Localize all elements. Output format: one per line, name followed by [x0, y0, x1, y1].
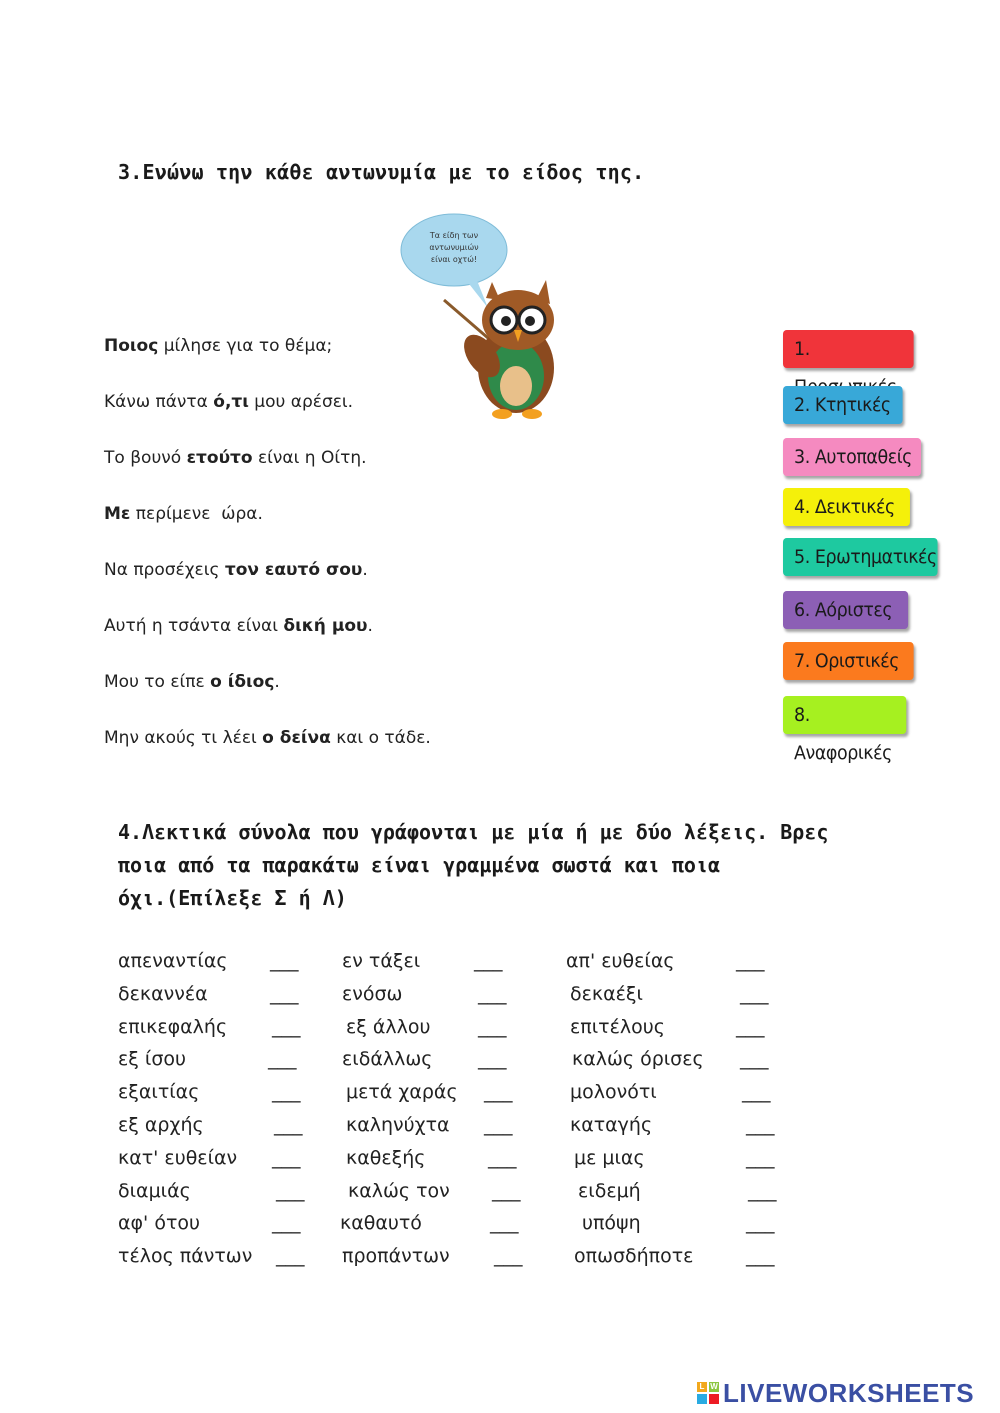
pronoun-bold: δική μου [283, 616, 368, 636]
speech-bubble-line-2: αντωνυμιών [429, 243, 479, 252]
word-item: ειδεμή [578, 1180, 641, 1202]
answer-blank[interactable]: ___ [736, 1016, 765, 1038]
word-item: επικεφαλής [118, 1016, 228, 1038]
answer-blank[interactable]: ___ [746, 1114, 775, 1136]
answer-blank[interactable]: ___ [488, 1147, 517, 1169]
word-item: απ' ευθείας [566, 950, 675, 972]
answer-blank[interactable]: ___ [490, 1212, 519, 1234]
word-item: κατ' ευθείαν [118, 1147, 238, 1169]
word-item: διαμιάς [118, 1180, 191, 1202]
answer-blank[interactable]: ___ [272, 1212, 301, 1234]
question-4-title-line-3: όχι.(Επίλεξε Σ ή Λ) [118, 886, 347, 910]
word-item: δεκαννέα [118, 983, 208, 1005]
answer-blank[interactable]: ___ [748, 1180, 777, 1202]
question-4-title-line-2: ποια από τα παρακάτω είναι γραμμένα σωστά και ποια [118, 853, 721, 877]
answer-blank[interactable]: ___ [736, 950, 765, 972]
speech-bubble-line-1: Τα είδη των [429, 231, 479, 240]
word-item: με μιας [574, 1147, 645, 1169]
answer-blank[interactable]: ___ [742, 1081, 771, 1103]
answer-blank[interactable]: ___ [740, 1048, 769, 1070]
answer-blank[interactable]: ___ [478, 1048, 507, 1070]
answer-blank[interactable]: ___ [274, 1114, 303, 1136]
label-relative[interactable]: 8. Αναφορικές [783, 696, 906, 734]
pronoun-bold: ο ίδιος [210, 672, 275, 692]
word-item: καθεξής [346, 1147, 426, 1169]
word-item: καληνύχτα [346, 1114, 450, 1136]
label-definitive[interactable]: 7. Οριστικές [783, 642, 914, 680]
word-item: καταγής [570, 1114, 653, 1136]
word-item: καλώς τον [348, 1180, 450, 1202]
speech-bubble-line-3: είναι οχτώ! [430, 255, 478, 264]
logo-icon: L W [697, 1382, 719, 1404]
word-item: απεναντίας [118, 950, 228, 972]
label-possessive[interactable]: 2. Κτητικές [783, 386, 903, 424]
answer-blank[interactable]: ___ [270, 950, 299, 972]
answer-blank[interactable]: ___ [268, 1048, 297, 1070]
answer-blank[interactable]: ___ [746, 1147, 775, 1169]
answer-blank[interactable]: ___ [272, 1081, 301, 1103]
answer-blank[interactable]: ___ [494, 1245, 523, 1267]
answer-blank[interactable]: ___ [272, 1016, 301, 1038]
label-reflexive[interactable]: 3. Αυτοπαθείς [783, 438, 921, 476]
word-item: υπόψη [582, 1212, 641, 1234]
sentence-6: Αυτή η τσάντα είναι δική μου. [104, 616, 373, 636]
word-item: καλώς όρισες [572, 1048, 704, 1070]
sentence-8: Μην ακούς τι λέει ο δείνα και ο τάδε. [104, 728, 431, 748]
pronoun-bold: τον εαυτό σου [224, 560, 363, 580]
sentence-4: Με περίμενε ώρα. [104, 504, 263, 524]
word-item: ενόσω [342, 983, 403, 1005]
answer-blank[interactable]: ___ [492, 1180, 521, 1202]
sentence-2: Κάνω πάντα ό,τι μου αρέσει. [104, 392, 354, 412]
answer-blank[interactable]: ___ [478, 983, 507, 1005]
answer-blank[interactable]: ___ [276, 1245, 305, 1267]
label-personal[interactable]: 1. [783, 330, 914, 368]
word-item: εν τάξει [342, 950, 421, 972]
label-interrogative[interactable]: 5. Ερωτηματικές [783, 538, 938, 576]
word-item: εξαιτίας [118, 1081, 200, 1103]
question-3-title: 3.Ενώνω την κάθε αντωνυμία με το είδος της. [118, 160, 645, 184]
answer-blank[interactable]: ___ [270, 983, 299, 1005]
answer-blank[interactable]: ___ [478, 1016, 507, 1038]
word-item: καθαυτό [340, 1212, 422, 1234]
answer-blank[interactable]: ___ [484, 1081, 513, 1103]
sentence-5: Να προσέχεις τον εαυτό σου. [104, 560, 368, 580]
sentence-1: Ποιος μίλησε για το θέμα; [104, 336, 333, 356]
answer-blank[interactable]: ___ [746, 1212, 775, 1234]
pronoun-bold: ετούτο [186, 448, 253, 468]
word-item: προπάντων [342, 1245, 450, 1267]
label-indefinite[interactable]: 6. Αόριστες [783, 591, 908, 629]
liveworksheets-logo [697, 1378, 974, 1408]
pronoun-bold: Με [104, 504, 131, 524]
sentence-3: Το βουνό ετούτο είναι η Οίτη. [104, 448, 367, 468]
word-item: εξ άλλου [346, 1016, 431, 1038]
label-demonstrative[interactable]: 4. Δεικτικές [783, 488, 910, 526]
word-item: εξ αρχής [118, 1114, 204, 1136]
word-item: αφ' ότου [118, 1212, 201, 1234]
word-item: εξ ίσου [118, 1048, 186, 1070]
word-item: τέλος πάντων [118, 1245, 253, 1267]
word-item: ειδάλλως [342, 1048, 433, 1070]
word-item: επιτέλους [570, 1016, 665, 1038]
answer-blank[interactable]: ___ [276, 1180, 305, 1202]
word-item: μετά χαράς [346, 1081, 458, 1103]
word-item: οπωσδήποτε [574, 1245, 694, 1267]
pronoun-bold: Ποιος [104, 336, 159, 356]
pronoun-bold: ό,τι [213, 392, 249, 412]
answer-blank[interactable]: ___ [484, 1114, 513, 1136]
answer-blank[interactable]: ___ [746, 1245, 775, 1267]
pronoun-bold: ο δείνα [262, 728, 331, 748]
answer-blank[interactable]: ___ [474, 950, 503, 972]
owl-teacher-illustration [396, 208, 566, 428]
word-item: δεκαέξι [570, 983, 643, 1005]
answer-blank[interactable]: ___ [272, 1147, 301, 1169]
word-item: μολονότι [570, 1081, 657, 1103]
logo-text: LIVEWORKSHEETS [723, 1377, 975, 1408]
question-4-title-line-1: 4.Λεκτικά σύνολα που γράφονται με μία ή με δύο λέξεις. Βρες [118, 820, 829, 844]
sentence-7: Μου το είπε ο ίδιος. [104, 672, 280, 692]
answer-blank[interactable]: ___ [740, 983, 769, 1005]
